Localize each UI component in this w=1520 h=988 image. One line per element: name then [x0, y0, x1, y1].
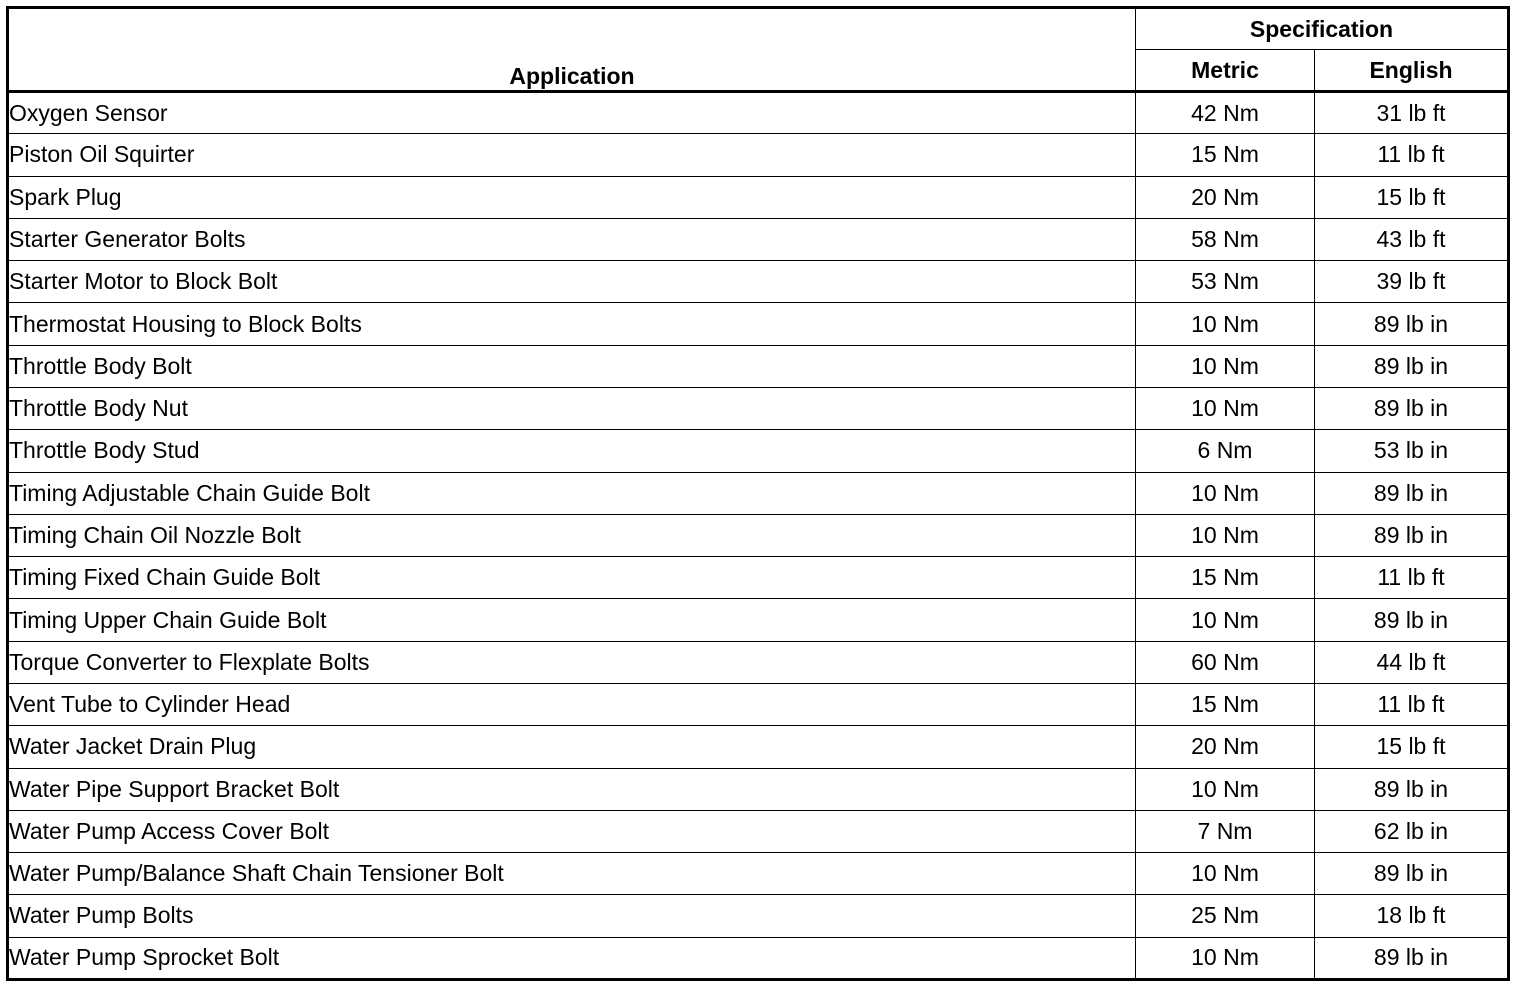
english-cell: 15 lb ft: [1315, 726, 1509, 768]
table-body: [8, 92, 1509, 980]
metric-cell: 10 Nm: [1136, 387, 1315, 429]
metric-cell: 15 Nm: [1136, 557, 1315, 599]
application-cell: Piston Oil Squirter: [8, 134, 1136, 176]
english-cell: 39 lb ft: [1315, 261, 1509, 303]
metric-cell: 58 Nm: [1136, 218, 1315, 260]
table-row: [8, 726, 1509, 768]
application-header: Application: [8, 8, 1136, 92]
application-cell: Water Pump Bolts: [8, 895, 1136, 937]
english-cell: 53 lb in: [1315, 430, 1509, 472]
torque-spec-table: [6, 6, 1510, 981]
english-cell: 18 lb ft: [1315, 895, 1509, 937]
application-cell: Water Pipe Support Bracket Bolt: [8, 768, 1136, 810]
english-cell: 15 lb ft: [1315, 176, 1509, 218]
english-cell: 89 lb in: [1315, 387, 1509, 429]
table-row: [8, 810, 1509, 852]
application-cell: Vent Tube to Cylinder Head: [8, 683, 1136, 725]
english-cell: 89 lb in: [1315, 472, 1509, 514]
application-cell: Timing Fixed Chain Guide Bolt: [8, 557, 1136, 599]
metric-cell: 10 Nm: [1136, 937, 1315, 979]
english-cell: 43 lb ft: [1315, 218, 1509, 260]
metric-cell: 20 Nm: [1136, 726, 1315, 768]
application-cell: Water Jacket Drain Plug: [8, 726, 1136, 768]
metric-cell: 25 Nm: [1136, 895, 1315, 937]
metric-cell: 10 Nm: [1136, 303, 1315, 345]
english-cell: 11 lb ft: [1315, 683, 1509, 725]
application-cell: Torque Converter to Flexplate Bolts: [8, 641, 1136, 683]
metric-cell: 10 Nm: [1136, 514, 1315, 556]
table-row: [8, 895, 1509, 937]
table-row: [8, 92, 1509, 134]
english-cell: 89 lb in: [1315, 937, 1509, 979]
application-cell: Starter Generator Bolts: [8, 218, 1136, 260]
english-cell: 11 lb ft: [1315, 134, 1509, 176]
application-cell: Throttle Body Stud: [8, 430, 1136, 472]
application-cell: Throttle Body Nut: [8, 387, 1136, 429]
table-row: [8, 641, 1509, 683]
table-row: [8, 768, 1509, 810]
table-row: [8, 387, 1509, 429]
metric-cell: 20 Nm: [1136, 176, 1315, 218]
table-row: [8, 937, 1509, 979]
application-cell: Oxygen Sensor: [8, 92, 1136, 134]
table-row: [8, 472, 1509, 514]
table-row: [8, 557, 1509, 599]
english-cell: 89 lb in: [1315, 345, 1509, 387]
table-row: [8, 345, 1509, 387]
english-header: English: [1315, 50, 1509, 92]
application-cell: Water Pump Access Cover Bolt: [8, 810, 1136, 852]
metric-cell: 10 Nm: [1136, 599, 1315, 641]
application-cell: Timing Chain Oil Nozzle Bolt: [8, 514, 1136, 556]
table-row: [8, 514, 1509, 556]
table-row: [8, 176, 1509, 218]
english-cell: 11 lb ft: [1315, 557, 1509, 599]
metric-cell: 53 Nm: [1136, 261, 1315, 303]
application-cell: Timing Upper Chain Guide Bolt: [8, 599, 1136, 641]
english-cell: 89 lb in: [1315, 599, 1509, 641]
table-row: [8, 853, 1509, 895]
metric-cell: 15 Nm: [1136, 683, 1315, 725]
metric-cell: 42 Nm: [1136, 92, 1315, 134]
metric-cell: 15 Nm: [1136, 134, 1315, 176]
application-cell: Spark Plug: [8, 176, 1136, 218]
english-cell: 89 lb in: [1315, 303, 1509, 345]
application-cell: Thermostat Housing to Block Bolts: [8, 303, 1136, 345]
english-cell: 31 lb ft: [1315, 92, 1509, 134]
application-cell: Starter Motor to Block Bolt: [8, 261, 1136, 303]
table-row: [8, 683, 1509, 725]
table-row: [8, 218, 1509, 260]
metric-cell: 60 Nm: [1136, 641, 1315, 683]
english-cell: 44 lb ft: [1315, 641, 1509, 683]
application-cell: Throttle Body Bolt: [8, 345, 1136, 387]
metric-cell: 10 Nm: [1136, 472, 1315, 514]
table-row: [8, 599, 1509, 641]
metric-cell: 10 Nm: [1136, 853, 1315, 895]
header-row-top: [8, 8, 1509, 50]
table-row: [8, 261, 1509, 303]
metric-cell: 10 Nm: [1136, 345, 1315, 387]
application-cell: Water Pump Sprocket Bolt: [8, 937, 1136, 979]
metric-cell: 10 Nm: [1136, 768, 1315, 810]
english-cell: 62 lb in: [1315, 810, 1509, 852]
metric-cell: 7 Nm: [1136, 810, 1315, 852]
table-row: [8, 430, 1509, 472]
metric-header: Metric: [1136, 50, 1315, 92]
english-cell: 89 lb in: [1315, 514, 1509, 556]
table-row: [8, 303, 1509, 345]
application-cell: Timing Adjustable Chain Guide Bolt: [8, 472, 1136, 514]
metric-cell: 6 Nm: [1136, 430, 1315, 472]
application-cell: Water Pump/Balance Shaft Chain Tensioner Bolt: [8, 853, 1136, 895]
english-cell: 89 lb in: [1315, 853, 1509, 895]
table-row: [8, 134, 1509, 176]
specification-header: Specification: [1136, 8, 1509, 50]
english-cell: 89 lb in: [1315, 768, 1509, 810]
